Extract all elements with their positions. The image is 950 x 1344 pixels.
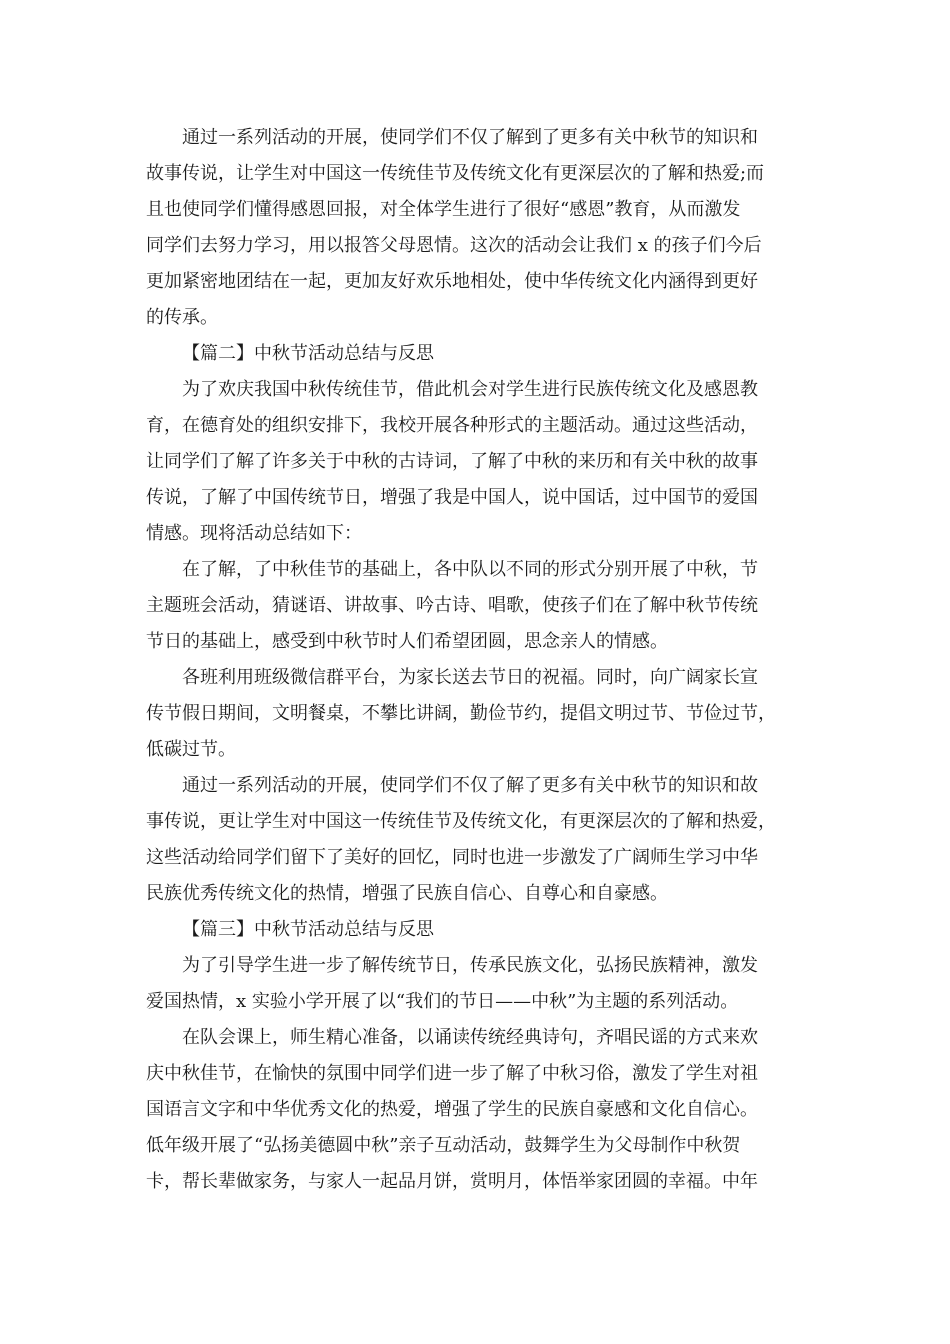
paragraph-line: 通过一系列活动的开展，使同学们不仅了解到了更多有关中秋节的知识和	[182, 127, 758, 148]
paragraph-line: 更加紧密地团结在一起，更加友好欢乐地相处，使中华传统文化内涵得到更好	[146, 271, 758, 292]
paragraph-line: 传说，了解了中国传统节日，增强了我是中国人，说中国话，过中国节的爱国	[146, 487, 758, 508]
paragraph-line: 民族优秀传统文化的热情，增强了民族自信心、自尊心和自豪感。	[146, 883, 668, 904]
paragraph-line: 节日的基础上，感受到中秋节时人们希望团圆，思念亲人的情感。	[146, 631, 668, 652]
paragraph-line: 主题班会活动，猜谜语、讲故事、吟古诗、唱歌，使孩子们在了解中秋节传统	[146, 595, 758, 616]
paragraph-line: 的传承。	[146, 307, 218, 328]
section-heading: 【篇三】中秋节活动总结与反思	[182, 919, 434, 940]
paragraph-line: 在了解，了中秋佳节的基础上，各中队以不同的形式分别开展了中秋，节	[182, 559, 758, 580]
section-heading: 【篇二】中秋节活动总结与反思	[182, 343, 434, 364]
paragraph-line: 故事传说，让学生对中国这一传统佳节及传统文化有更深层次的了解和热爱;而	[146, 163, 765, 184]
paragraph-line: 育，在德育处的组织安排下，我校开展各种形式的主题活动。通过这些活动，	[146, 415, 758, 436]
paragraph-line: 为了欢庆我国中秋传统佳节，借此机会对学生进行民族传统文化及感恩教	[182, 379, 758, 400]
paragraph-line: 为了引导学生进一步了解传统节日，传承民族文化，弘扬民族精神，激发	[182, 955, 758, 976]
paragraph-line: 情感。现将活动总结如下：	[146, 523, 362, 544]
paragraph-line: 低碳过节。	[146, 739, 236, 760]
paragraph-line: 在队会课上，师生精心准备，以诵读传统经典诗句，齐唱民谣的方式来欢	[182, 1027, 758, 1048]
paragraph-line: 卡，帮长辈做家务，与家人一起品月饼，赏明月，体悟举家团圆的幸福。中年	[146, 1171, 758, 1192]
paragraph-line: 低年级开展了“弘扬美德圆中秋”亲子互动活动，鼓舞学生为父母制作中秋贺	[146, 1135, 741, 1156]
paragraph-line: 同学们去努力学习，用以报答父母恩情。这次的活动会让我们 x 的孩子们今后	[146, 235, 762, 256]
paragraph-line: 各班利用班级微信群平台，为家长送去节日的祝福。同时，向广阔家长宣	[182, 667, 758, 688]
paragraph-line: 爱国热情，x 实验小学开展了以“我们的节日——中秋”为主题的系列活动。	[146, 991, 739, 1012]
paragraph-line: 国语言文字和中华优秀文化的热爱，增强了学生的民族自豪感和文化自信心。	[146, 1099, 758, 1120]
paragraph-line: 传节假日期间，文明餐桌，不攀比讲阔，勤俭节约，提倡文明过节、节俭过节，	[146, 703, 776, 724]
paragraph-line: 庆中秋佳节，在愉快的氛围中同学们进一步了解了中秋习俗，激发了学生对祖	[146, 1063, 758, 1084]
paragraph-line: 通过一系列活动的开展，使同学们不仅了解了更多有关中秋节的知识和故	[182, 775, 758, 796]
paragraph-line: 事传说，更让学生对中国这一传统佳节及传统文化，有更深层次的了解和热爱，	[146, 811, 776, 832]
paragraph-line: 让同学们了解了许多关于中秋的古诗词，了解了中秋的来历和有关中秋的故事	[146, 451, 758, 472]
paragraph-line: 这些活动给同学们留下了美好的回忆，同时也进一步激发了广阔师生学习中华	[146, 847, 758, 868]
paragraph-line: 且也使同学们懂得感恩回报，对全体学生进行了很好“感恩”教育，从而激发	[146, 199, 741, 220]
